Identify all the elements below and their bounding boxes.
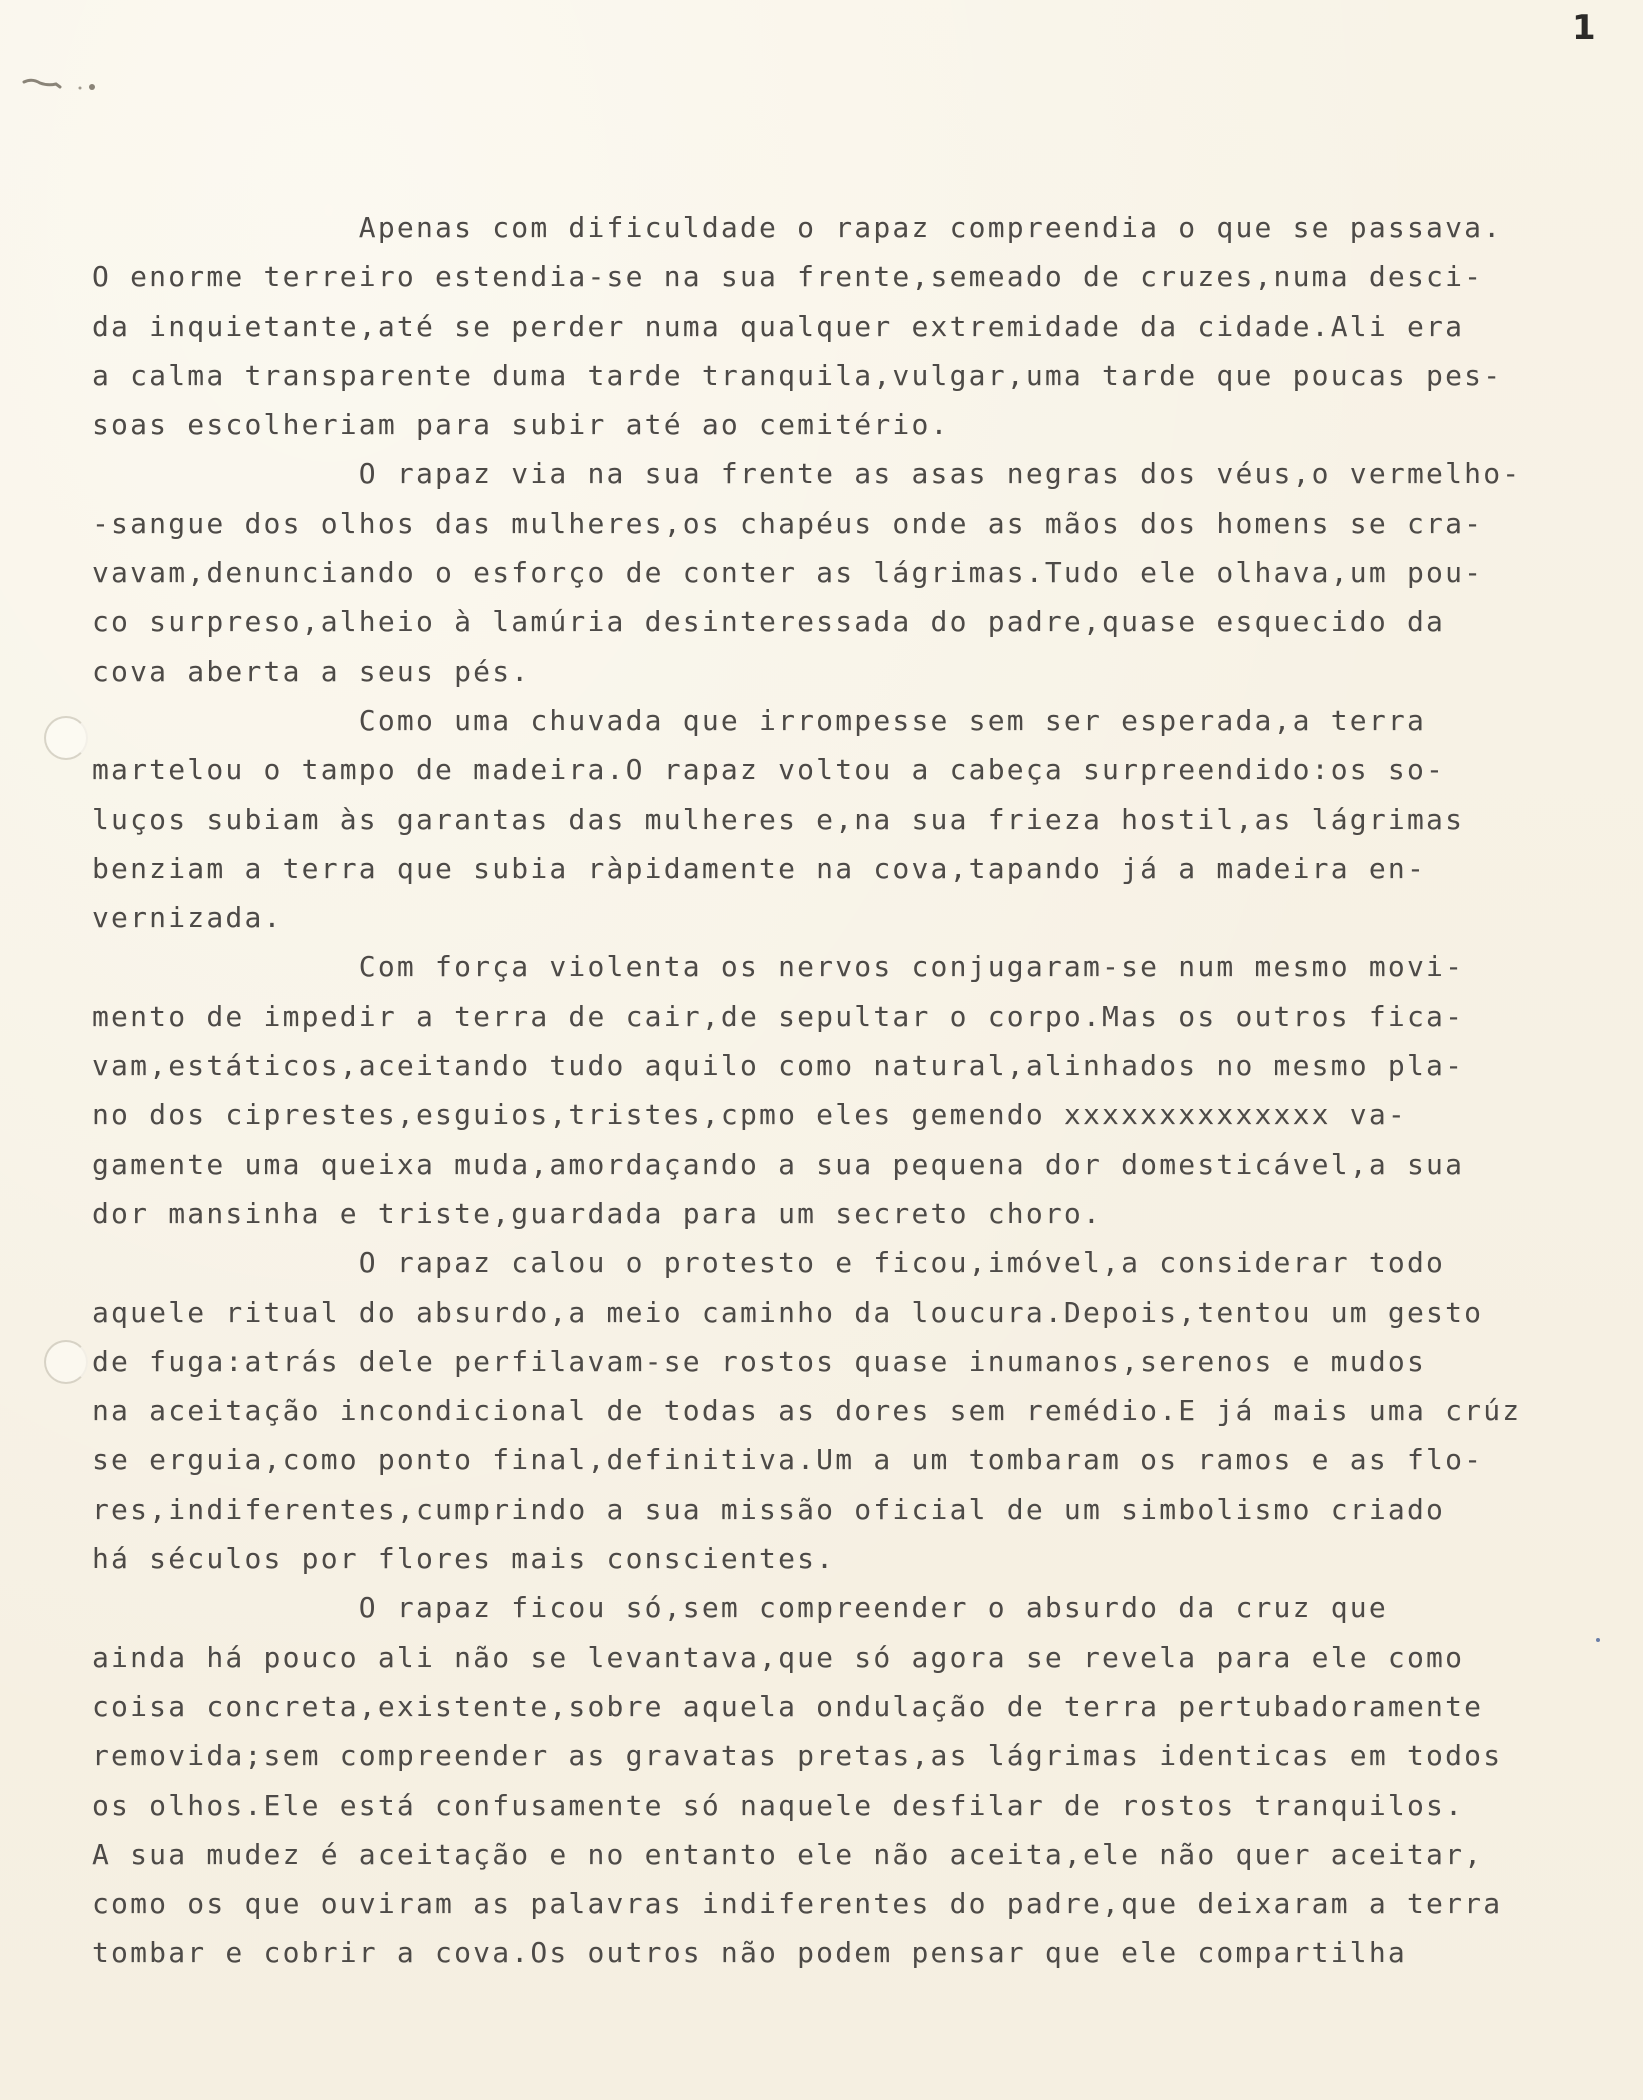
text-line: co surpreso,alheio à lamúria desinteressada do padre,quase esquecido da [92, 605, 1446, 639]
text-line: O rapaz ficou só,sem compreender o absurdo da cruz que [92, 1591, 1388, 1625]
text-line: vam,estáticos,aceitando tudo aquilo como natural,alinhados no mesmo pla- [92, 1049, 1465, 1083]
text-line: cova aberta a seus pés. [92, 654, 531, 688]
text-line: benziam a terra que subia ràpidamente na cova,tapando já a madeira en- [92, 851, 1427, 885]
text-line: -sangue dos olhos das mulheres,os chapéus onde as mãos dos homens se cra- [92, 506, 1484, 540]
text-line: mento de impedir a terra de cair,de sepultar o corpo.Mas os outros fica- [92, 999, 1465, 1033]
text-line: Como uma chuvada que irrompesse sem ser esperada,a terra [92, 703, 1427, 737]
paragraph [92, 449, 1632, 695]
paragraph [92, 1238, 1632, 1583]
punch-hole-upper [44, 716, 88, 760]
text-line: removida;sem compreender as gravatas pretas,as lágrimas identicas em todos [92, 1739, 1503, 1773]
text-line: res,indiferentes,cumprindo a sua missão oficial de um simbolismo criado [92, 1492, 1446, 1526]
page-number: 1 [1572, 8, 1596, 48]
text-line: de fuga:atrás dele perfilavam-se rostos quase inumanos,serenos e mudos [92, 1344, 1427, 1378]
punch-hole-lower [44, 1340, 88, 1384]
text-line: a calma transparente duma tarde tranquila,vulgar,uma tarde que poucas pes- [92, 358, 1503, 392]
paragraph [92, 942, 1632, 1238]
text-line: se erguia,como ponto final,definitiva.Um a um tombaram os ramos e as flo- [92, 1443, 1484, 1477]
text-line: gamente uma queixa muda,amordaçando a sua pequena dor domesticável,a sua [92, 1147, 1465, 1181]
text-line: A sua mudez é aceitação e no entanto ele não aceita,ele não quer aceitar, [92, 1837, 1484, 1871]
text-line: O rapaz calou o protesto e ficou,imóvel,a considerar todo [92, 1246, 1446, 1280]
text-line: os olhos.Ele está confusamente só naquele desfilar de rostos tranquilos. [92, 1788, 1465, 1822]
text-line: luços subiam às garantas das mulheres e,na sua frieza hostil,as lágrimas [92, 802, 1465, 836]
text-line: vavam,denunciando o esforço de conter as lágrimas.Tudo ele olhava,um pou- [92, 556, 1484, 590]
text-line: tombar e cobrir a cova.Os outros não podem pensar que ele compartilha [92, 1936, 1407, 1970]
text-line: da inquietante,até se perder numa qualquer extremidade da cidade.Ali era [92, 309, 1465, 343]
text-line: soas escolheriam para subir até ao cemitério. [92, 408, 950, 442]
text-line: no dos ciprestes,esguios,tristes,cpmo eles gemendo xxxxxxxxxxxxxx va- [92, 1098, 1407, 1132]
ink-smudge [22, 74, 100, 94]
text-line: martelou o tampo de madeira.O rapaz voltou a cabeça surpreendido:os so- [92, 753, 1446, 787]
document-text [92, 203, 1632, 1978]
paragraph [92, 696, 1632, 942]
text-line: na aceitação incondicional de todas as dores sem remédio.E já mais uma crúz [92, 1394, 1522, 1428]
text-line: aquele ritual do absurdo,a meio caminho da loucura.Depois,tentou um gesto [92, 1295, 1484, 1329]
text-line: vernizada. [92, 901, 283, 935]
text-line: Apenas com dificuldade o rapaz compreendia o que se passava. [92, 211, 1503, 244]
text-line: O rapaz via na sua frente as asas negras dos véus,o vermelho- [92, 457, 1522, 491]
text-line: O enorme terreiro estendia-se na sua frente,semeado de cruzes,numa desci- [92, 260, 1484, 294]
text-line: Com força violenta os nervos conjugaram-se num mesmo movi- [92, 950, 1465, 984]
paragraph [92, 203, 1632, 449]
text-line: ainda há pouco ali não se levantava,que só agora se revela para ele como [92, 1640, 1465, 1674]
text-line: dor mansinha e triste,guardada para um secreto choro. [92, 1196, 1103, 1230]
paragraph [92, 1583, 1632, 1977]
text-line: há séculos por flores mais conscientes. [92, 1542, 836, 1576]
text-line: coisa concreta,existente,sobre aquela ondulação de terra pertubadoramente [92, 1689, 1484, 1723]
text-line: como os que ouviram as palavras indiferentes do padre,que deixaram a terra [92, 1887, 1503, 1921]
